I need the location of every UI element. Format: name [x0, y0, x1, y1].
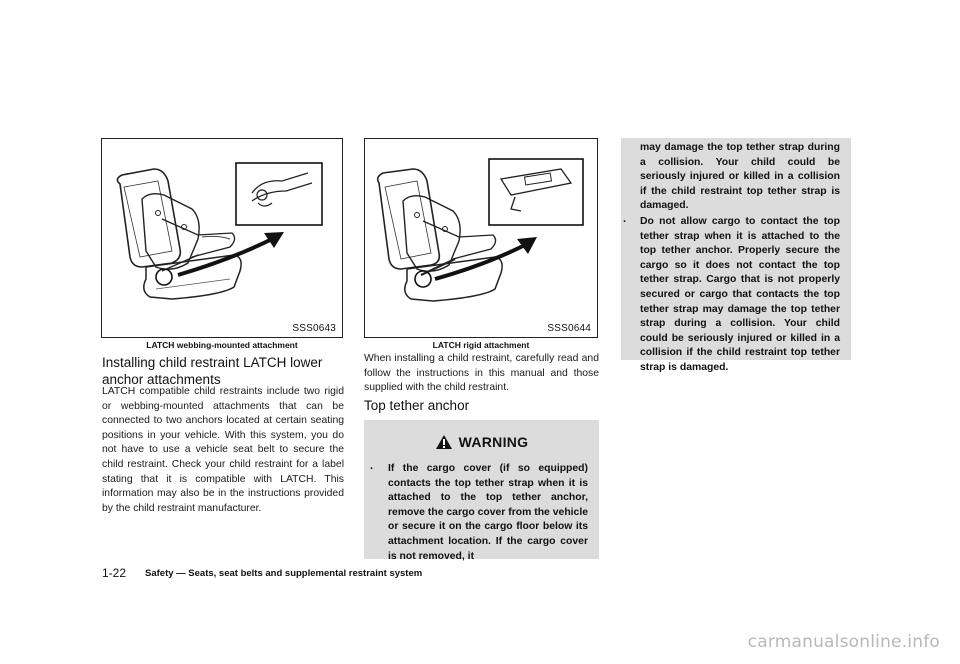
- watermark: carmanualsonline.info: [747, 632, 940, 652]
- section-heading: Top tether anchor: [364, 398, 470, 413]
- warning-item-continued: may damage the top tether strap during a collision. Your child could be seriously injured or killed in a collision if the child restraint top tether strap is damaged.: [640, 142, 840, 212]
- intro-text: When installing a child restraint, carefully read and follow the instructions in this manual and those supplied with the child restraint.: [364, 353, 599, 394]
- figure-webbing-attachment: [101, 138, 343, 338]
- warning-box: [364, 420, 599, 562]
- warning-box-continued: [621, 138, 851, 373]
- warning-item: Do not allow cargo to contact the top tether strap when it is attached to the top tether anchor. Properly secure the cargo so it does not contact the top tether strap. Cargo that is not properly secured or cargo that contacts the top tether strap may damage the top tether strap during a collision. Your child could be seriously injured or killed in a collision if the child restraint top tether strap is damaged.: [640, 216, 840, 373]
- seat-webbing-illustration: [102, 139, 342, 337]
- footer-title: Safety — Seats, seat belts and supplemental restraint system: [145, 568, 423, 579]
- figure-code: SSS0644: [547, 323, 591, 334]
- section-heading: Installing child restraint LATCH lower anchor attachments: [102, 355, 323, 387]
- bullet: .: [370, 460, 374, 472]
- figure-caption: LATCH rigid attachment: [432, 340, 530, 350]
- warning-item: If the cargo cover (if so equipped) contacts the top tether strap when it is attached to the top tether anchor, remove the cargo cover from the vehicle or secure it on the cargo floor below its attachment location. If the cargo cover is not removed, it: [388, 463, 588, 562]
- figure-code: SSS0643: [292, 323, 336, 334]
- figure-caption: LATCH webbing-mounted attachment: [146, 340, 298, 350]
- warning-title-text: WARNING: [458, 434, 529, 450]
- page-number: 1-22: [102, 566, 127, 580]
- warning-triangle-icon: [435, 434, 453, 453]
- seat-rigid-illustration: [365, 139, 597, 337]
- warning-title: [364, 434, 599, 453]
- section-body: LATCH compatible child restraints include two rigid or webbing-mounted attachments that can be connected to two anchors located at certain seating positions in your vehicle. With this system, you do not have to use a vehicle seat belt to secure the child restraint. Check your child restraint for a label stating that it is compatible with LATCH. This information may also be in the instructions provided by the child restraint manufacturer.: [102, 386, 344, 514]
- bullet: .: [623, 213, 627, 225]
- figure-rigid-attachment: [364, 138, 598, 338]
